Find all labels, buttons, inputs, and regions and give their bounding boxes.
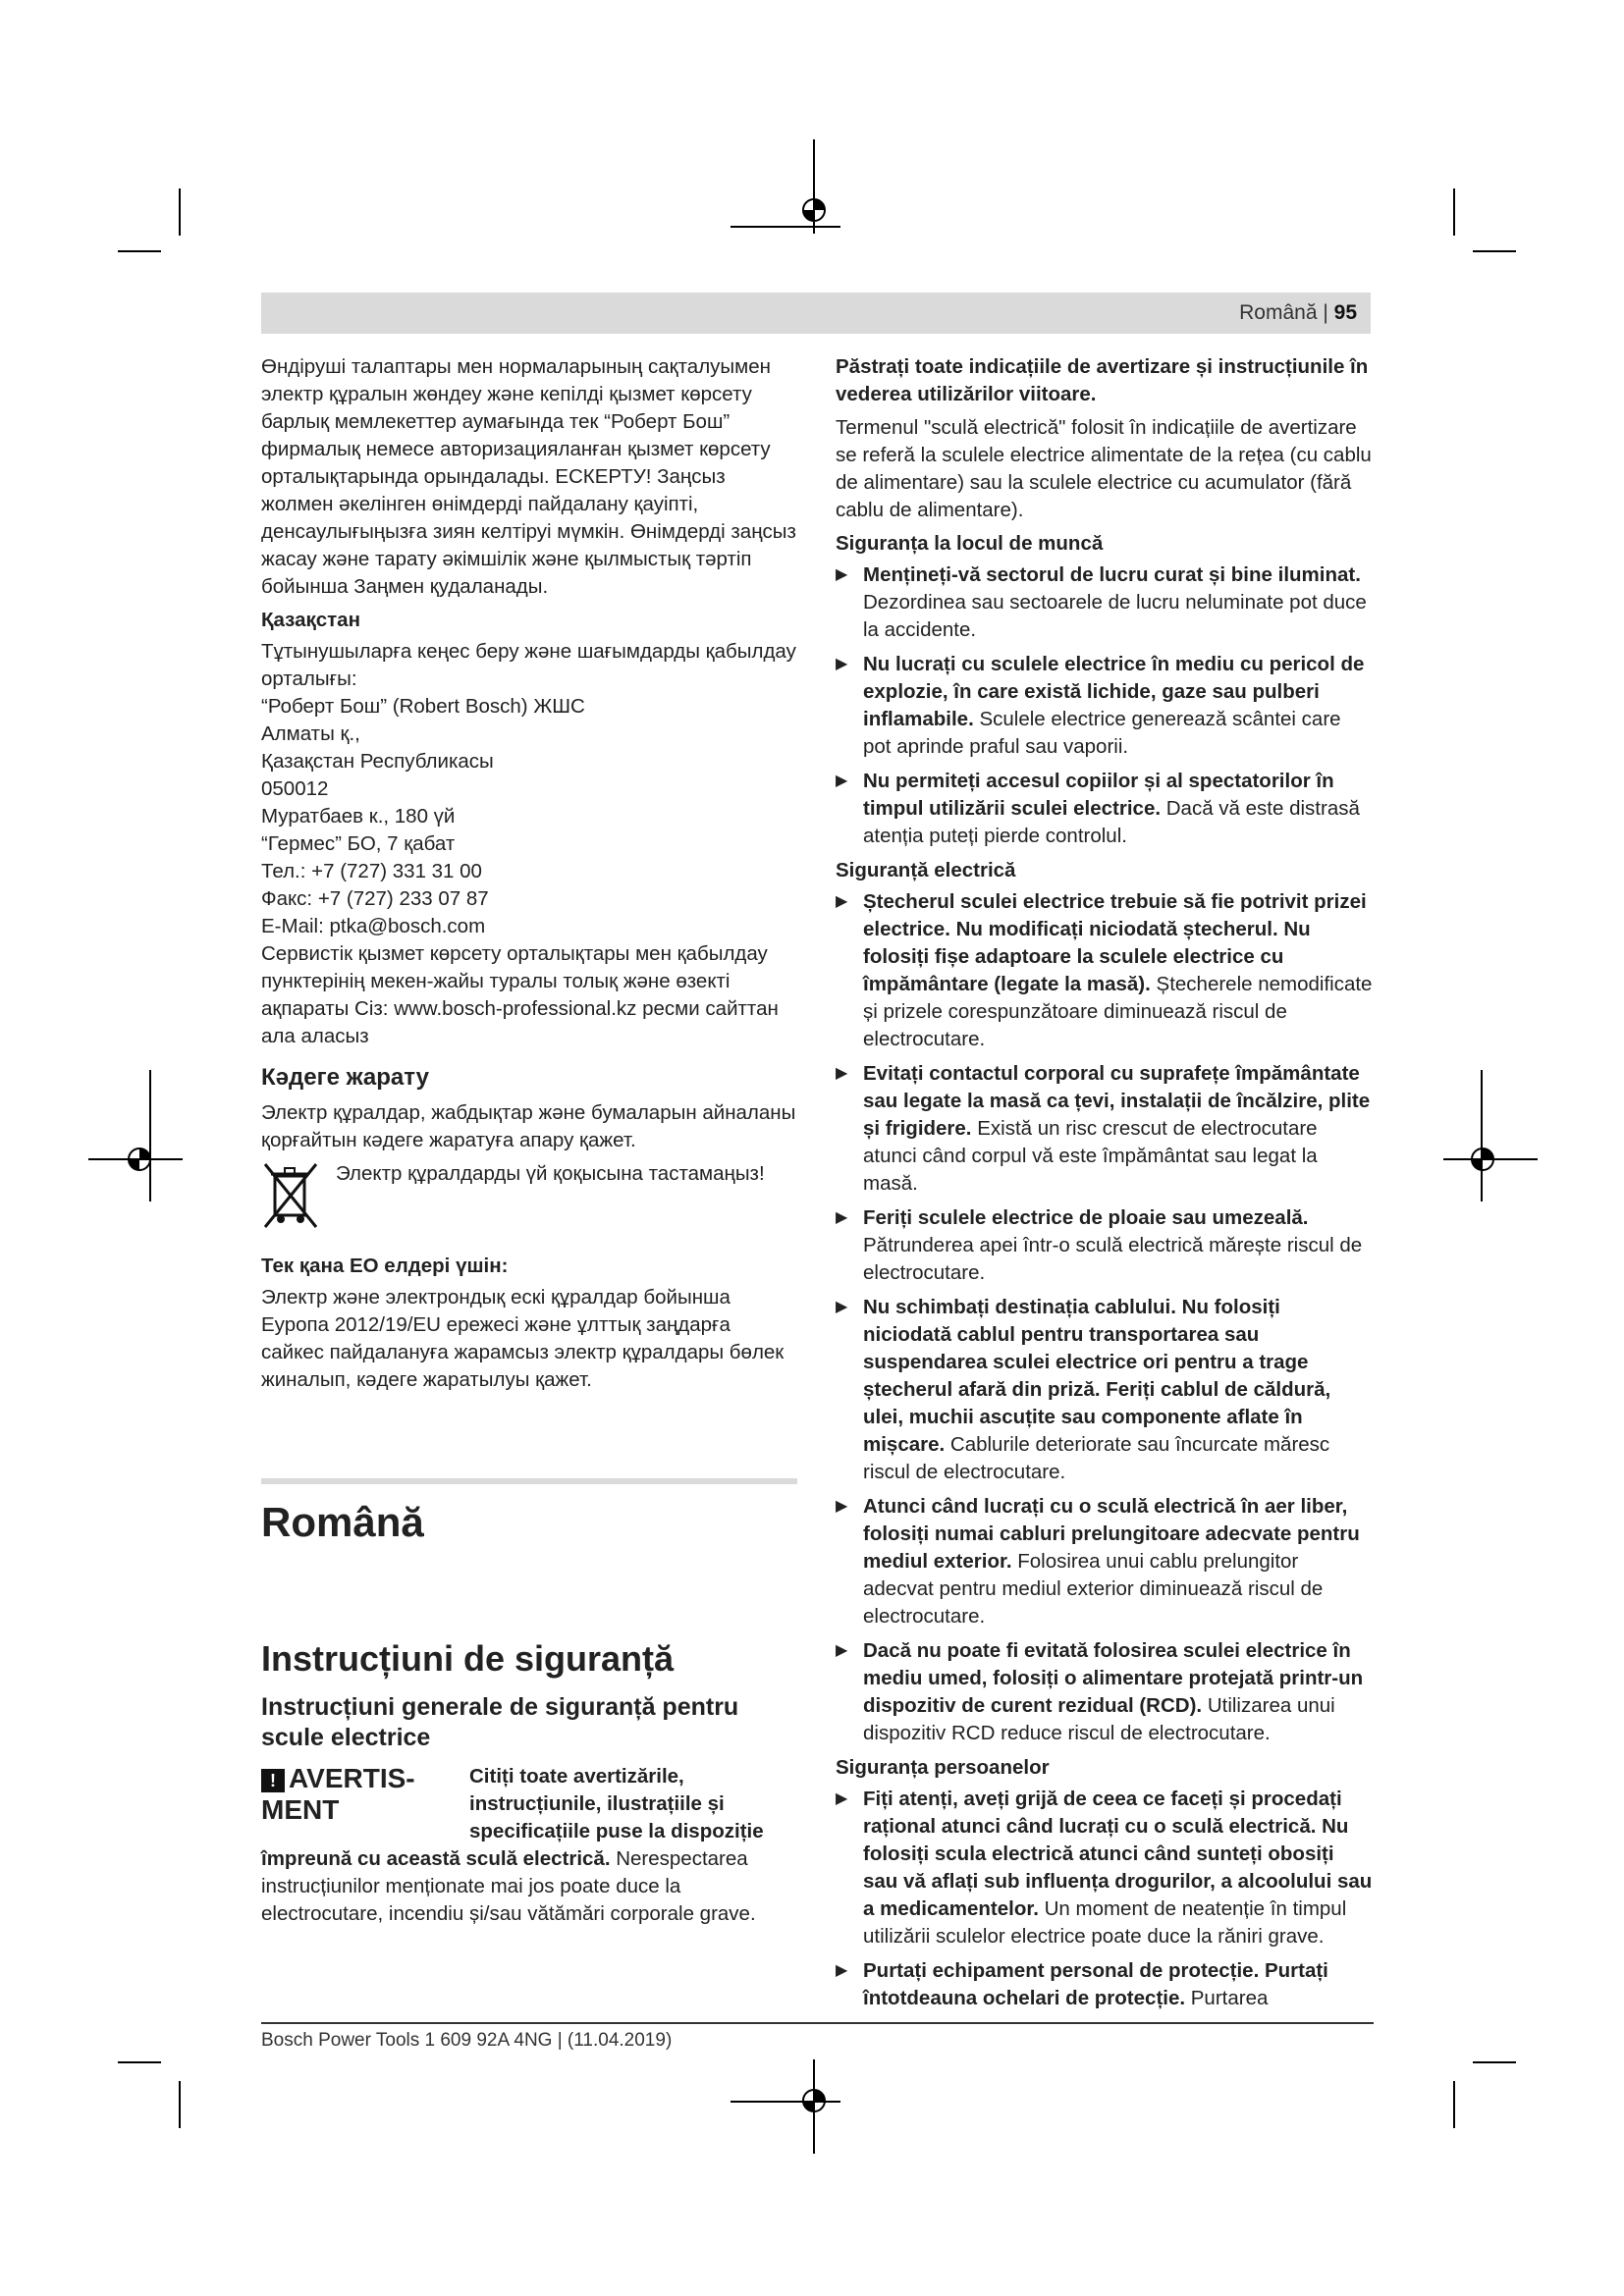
section-title: Siguranța la locul de muncă <box>836 532 1104 555</box>
bullet-text: Utilizarea unui dispozitiv RCD reduce riscul de electrocutare. <box>863 1694 1335 1744</box>
kz-contact-line: Сервистік қызмет көрсету орталықтары мен қабылдау пунктерінің мекен-жайы туралы толық және өзекті ақпараты Сіз: www.bosch-professional.kz ресми сайттан ала аласыз <box>261 942 779 1047</box>
footer-rule <box>261 2022 1374 2024</box>
bullet-item <box>836 1637 1374 1747</box>
bullet-text: Cablurile deteriorate sau încurcate măresc riscul de electrocutare. <box>863 1433 1330 1483</box>
crop-mark <box>118 2061 161 2063</box>
right-column <box>836 353 1374 2019</box>
kz-country-title: Қазақстан <box>261 609 360 631</box>
bullet-bold: Purtați echipament personal de protecție. Purtați întotdeauna ochelari de protecție. <box>863 1959 1328 2009</box>
disposal-heading: Кәдеге жарату <box>261 1064 429 1091</box>
bullet-arrow-icon: ▶ <box>836 1790 848 1807</box>
bullet-arrow-icon: ▶ <box>836 1299 848 1315</box>
section-title: Siguranță electrică <box>836 859 1016 881</box>
bullet-item <box>836 1204 1374 1287</box>
bullet-arrow-icon: ▶ <box>836 773 848 789</box>
crop-mark <box>1453 2081 1455 2128</box>
bullet-item <box>836 561 1374 644</box>
bullet-bold: Evitați contactul corporal cu suprafețe împământate sau legate la masă ca țevi, instalații de încălzire, plite și frigidere. <box>863 1062 1371 1140</box>
warning-bold-right: Citiți toate avertizările, instrucțiunile, ilustrațiile și specificațiile puse la dispoziție <box>469 1765 764 1842</box>
bullet-text: Folosirea unui cablu prelungitor adecvat pentru mediul exterior diminuează riscul de electrocutare. <box>863 1550 1324 1628</box>
bullet-arrow-icon: ▶ <box>836 893 848 910</box>
bullet-bold: Fiți atenți, aveți grijă de ceea ce faceți și procedați rațional atunci când lucrați cu o sculă electrică. Nu folosiți scula electrică atunci când sunteți obosiți sau vă aflați sub influența drogurilor, a alcoolului sau a medicamentelor. <box>863 1788 1373 1920</box>
crop-mark <box>149 1070 151 1201</box>
bullet-arrow-icon: ▶ <box>836 1642 848 1659</box>
warning-bold-cont: împreună cu această sculă electrică. <box>261 1847 611 1870</box>
bullet-arrow-icon: ▶ <box>836 1498 848 1515</box>
crop-mark <box>1453 188 1455 236</box>
bullet-bold: Mențineți-vă sectorul de lucru curat și bine iluminat. <box>863 563 1361 586</box>
warning-badge <box>261 1763 458 1845</box>
kz-contact-block <box>261 638 797 1050</box>
kz-contact-line: Алматы қ., <box>261 722 360 745</box>
eu-heading: Тек қана ЕО елдері үшін: <box>261 1255 509 1277</box>
bullet-arrow-icon: ▶ <box>836 656 848 672</box>
disposal-paragraph: Электр құралдар, жабдықтар және бумаларын айналаны қорғайтын кәдеге жаратуға апару қажет. <box>261 1101 796 1151</box>
bullet-text: Există un risc crescut de electrocutare atunci când corpul vă este împământat sau legat la masă. <box>863 1117 1318 1195</box>
crop-mark <box>1481 1070 1483 1201</box>
bullet-item <box>836 888 1374 1053</box>
kz-contact-line: “Гермес” БО, 7 қабат <box>261 832 456 855</box>
left-column <box>261 353 797 1928</box>
bullet-bold: Dacă nu poate fi evitată folosirea sculei electrice în mediu umed, folosiți o alimentare protejată printr-un dispozitiv de curent rezidual (RCD). <box>863 1639 1364 1717</box>
bullet-item <box>836 651 1374 761</box>
header-section: Română <box>1239 301 1318 324</box>
bullet-item <box>836 768 1374 850</box>
crop-mark <box>1473 2061 1516 2063</box>
bullet-bold: Nu lucrați cu sculele electrice în mediu cu pericol de explozie, în care există lichide, gaze sau pulberi inflamabile. <box>863 653 1365 730</box>
bullet-text: Ștecherele nemodificate și prizele corespunzătoare diminuează riscul de electrocutare. <box>863 973 1373 1050</box>
warning-paragraph <box>261 1845 797 1928</box>
keep-instructions: Păstrați toate indicațiile de avertizare și instrucțiunile în vederea utilizărilor viitoare. <box>836 355 1369 405</box>
safety-sections <box>836 530 1374 2012</box>
crop-mark <box>179 2081 181 2128</box>
weee-text: Электр құралдарды үй қоқысына тастамаңыз! <box>336 1162 765 1185</box>
page-header <box>261 293 1371 334</box>
kz-contact-line: Факс: +7 (727) 233 07 87 <box>261 887 489 910</box>
bullet-text: Dezordinea sau sectoarele de lucru neluminate pot duce la accidente. <box>863 591 1367 641</box>
kz-contact-line: 050012 <box>261 777 329 800</box>
warning-label: AVERTIS- MENT <box>261 1763 415 1825</box>
bullet-bold: Atunci când lucrați cu o sculă electrică în aer liber, folosiți numai cabluri prelungitoare adecvate pentru mediul exterior. <box>863 1495 1360 1573</box>
safety-title: Instrucțiuni de siguranță <box>261 1638 675 1679</box>
bullet-item <box>836 1957 1374 2012</box>
bullet-bold: Ștecherul sculei electrice trebuie să fie potrivit prizei electrice. Nu modificați niciodată ștecherul. Nu folosiți fișe adaptoare la sculele electrice cu împământare (legate la masă). <box>863 890 1367 995</box>
bullet-arrow-icon: ▶ <box>836 1962 848 1979</box>
registration-target-icon <box>798 194 830 226</box>
kz-contact-line: Тұтынушыларға кеңес беру және шағымдарды қабылдау орталығы: <box>261 640 796 690</box>
footer-text: Bosch Power Tools 1 609 92A 4NG | (11.04.2019) <box>261 2030 673 2051</box>
eu-paragraph: Электр және электрондық ескі құралдар бойынша Еуропа 2012/19/EU ережесі және ұлттық заңдарға сайкес пайдалануға жарамсыз электр құралдары бөлек жиналып, кәдеге жаратылуы қажет. <box>261 1286 785 1391</box>
crop-mark <box>731 226 840 228</box>
warning-block <box>261 1763 797 1845</box>
crop-mark <box>118 250 161 252</box>
bullet-bold: Nu permiteți accesul copiilor și al spectatorilor în timpul utilizării sculei electrice. <box>863 770 1334 820</box>
crop-mark <box>179 188 181 236</box>
bullet-arrow-icon: ▶ <box>836 566 848 583</box>
kz-contact-line: Тел.: +7 (727) 331 31 00 <box>261 860 482 882</box>
page-number: 95 <box>1333 301 1357 324</box>
language-title: Română <box>261 1499 424 1545</box>
kz-repair-paragraph: Өндіруші талаптары мен нормаларының сақталуымен электр құралын жөндеу және кепілді қызмет көрсету барлық мемлекеттер аумағында тек “Роберт Бош” фирмалық немесе авторизацияланған қызмет көрсету орталықтарында орындалады. ЕСКЕРТУ! Заңсыз жолмен әкелінген өнімдерді пайдалану қауіпті, денсаулығыңызға зиян келтіруі мүмкін. Өнімдерді заңсыз жасау және тарату әкімшілік және қылмыстық тәртіп бойынша Заңмен қудаланады. <box>261 355 796 598</box>
section-divider <box>261 1478 797 1484</box>
bullet-item <box>836 1060 1374 1198</box>
section-title: Siguranța persoanelor <box>836 1756 1050 1779</box>
term-paragraph: Termenul "sculă electrică" folosit în indicațiile de avertizare se referă la sculele electrice alimentate de la rețea (cu cablu de alimentare) sau la sculele electrice cu acumulator (fără cablu de alimentare). <box>836 416 1372 521</box>
kz-contact-line: E-Mail: ptka@bosch.com <box>261 915 486 937</box>
bullet-arrow-icon: ▶ <box>836 1065 848 1082</box>
bullet-text: Purtarea <box>1185 1987 1269 2009</box>
kz-contact-line: Қазақстан Республикасы <box>261 750 494 773</box>
kz-contact-line: “Роберт Бош” (Robert Bosch) ЖШС <box>261 695 585 718</box>
bullet-item <box>836 1294 1374 1486</box>
bullet-item <box>836 1493 1374 1630</box>
bullet-text: Pătrunderea apei într-o sculă electrică mărește riscul de electrocutare. <box>863 1234 1363 1284</box>
warning-normal: Nerespectarea instrucțiunilor menționate mai jos poate duce la electrocutare, incendiu și/sau vătămări corporale grave. <box>261 1847 756 1925</box>
weee-notice <box>261 1160 797 1231</box>
registration-target-icon <box>124 1144 155 1175</box>
crop-mark <box>1473 250 1516 252</box>
registration-target-icon <box>1467 1144 1498 1175</box>
bullet-arrow-icon: ▶ <box>836 1209 848 1226</box>
kz-contact-line: Муратбаев к., 180 үй <box>261 805 456 828</box>
general-safety-title: Instrucțiuni generale de siguranță pentru scule electrice <box>261 1693 739 1751</box>
registration-target-icon <box>798 2085 830 2116</box>
bullet-text: Dacă vă este distrasă atenția puteți pierde controlul. <box>863 797 1360 847</box>
bullet-bold: Nu schimbați destinația cablului. Nu folosiți niciodată cablul pentru transportarea sau suspendarea sculei electrice ori pentru a trage ștecherul afară din priză. Feriți cablul de căldură, ulei, muchii ascuțite sau componente aflate în mișcare. <box>863 1296 1331 1456</box>
bullet-item <box>836 1786 1374 1950</box>
warning-triangle-icon: ! <box>261 1769 285 1792</box>
header-label: Română | 95 <box>1239 301 1357 324</box>
bullet-text: Sculele electrice generează scântei care pot aprinde praful sau vaporii. <box>863 708 1341 758</box>
bullet-text: Un moment de neatenție în timpul utilizării sculelor electrice poate duce la răniri grave. <box>863 1897 1347 1948</box>
crossed-bin-icon <box>261 1160 320 1231</box>
bullet-bold: Feriți sculele electrice de ploaie sau umezeală. <box>863 1206 1309 1229</box>
